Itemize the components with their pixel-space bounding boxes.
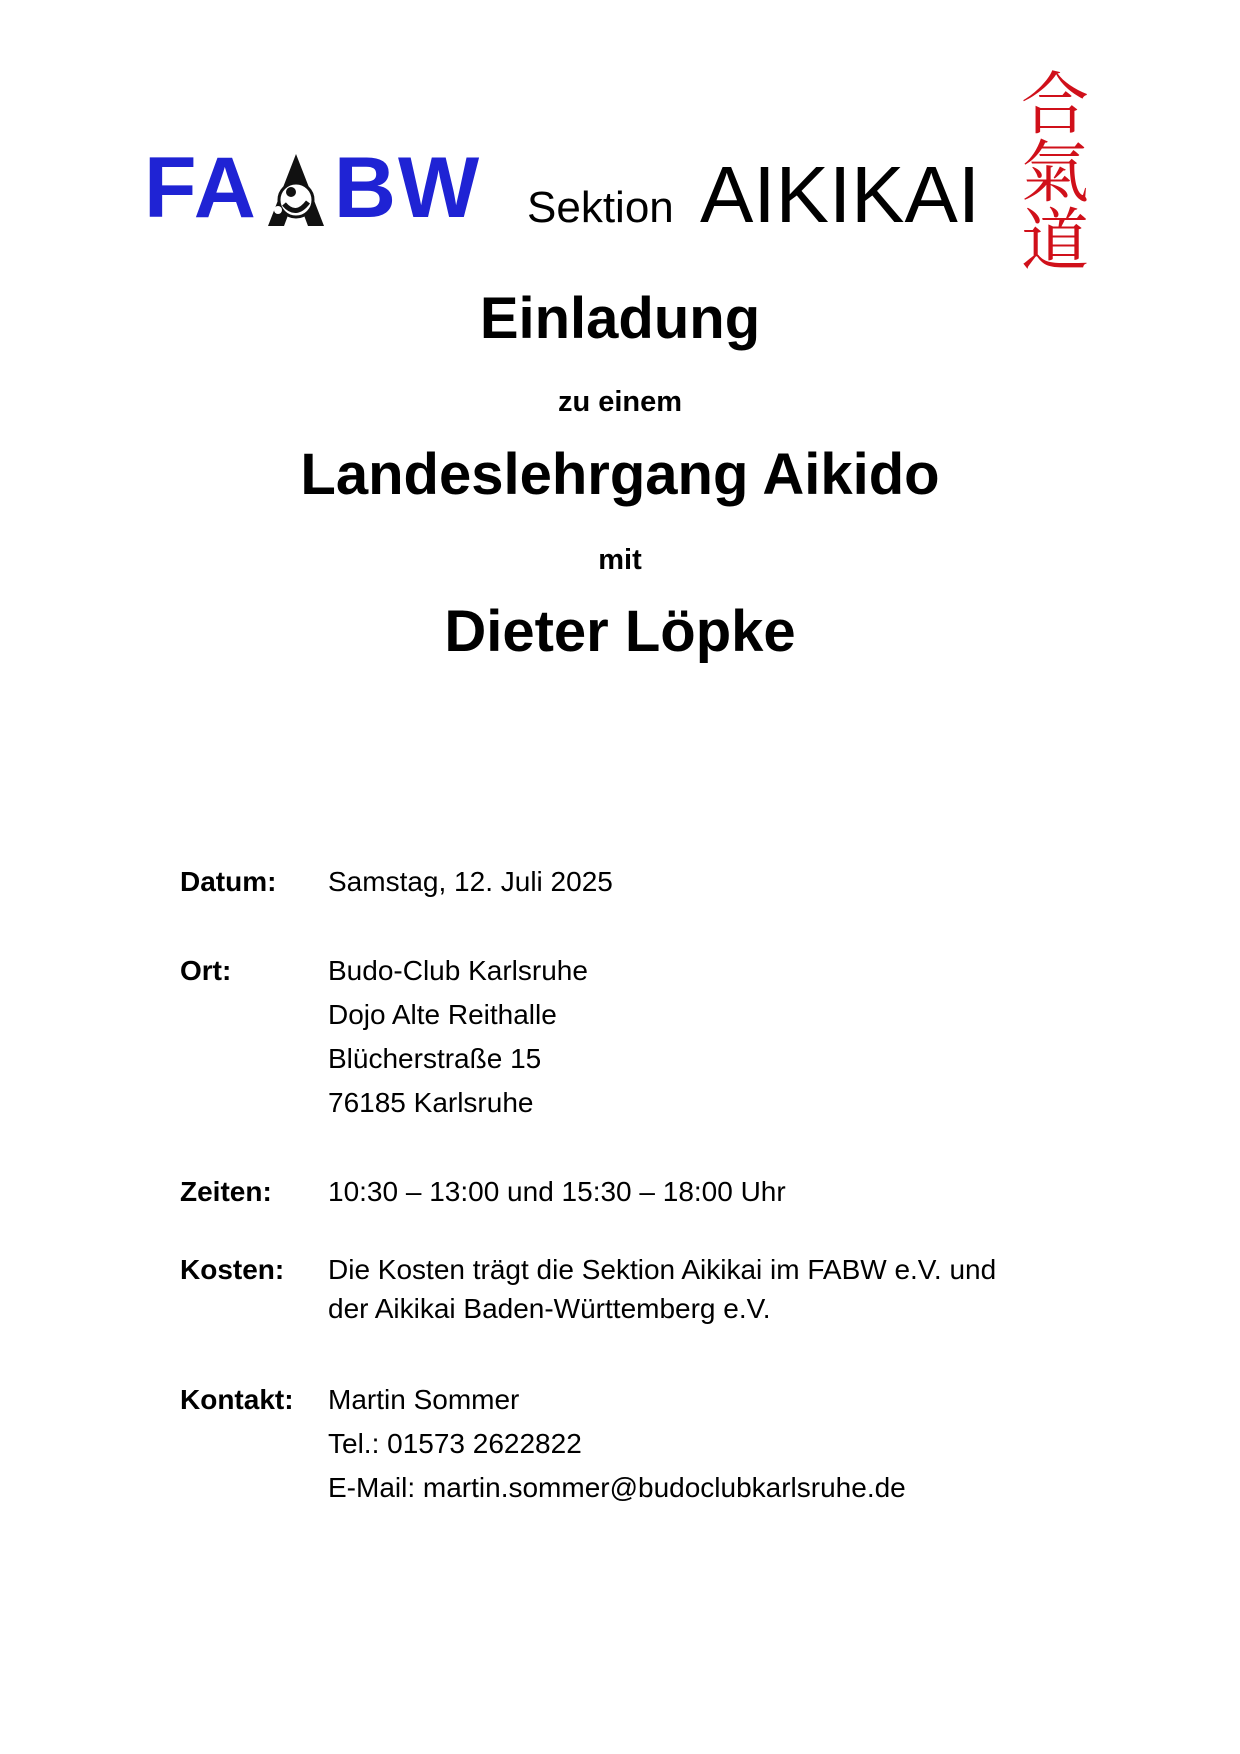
kosten-label: Kosten: [180, 1254, 285, 1285]
kosten-row [180, 1250, 1080, 1328]
fabw-logo-left: FA [144, 140, 258, 236]
kontakt-name: Martin Sommer [328, 1384, 520, 1415]
ort-label: Ort: [180, 955, 232, 986]
zeiten-value: 10:30 – 13:00 und 15:30 – 18:00 Uhr [328, 1176, 786, 1207]
kontakt-info [328, 1378, 1080, 1510]
datum-value: Samstag, 12. Juli 2025 [328, 866, 613, 897]
ort-line: Dojo Alte Reithalle [328, 999, 557, 1030]
kosten-line: der Aikikai Baden-Württemberg e.V. [328, 1293, 771, 1324]
kanji-do: 道 [1020, 202, 1089, 281]
heading-einladung: Einladung [479, 286, 761, 351]
kontakt-row [180, 1378, 1080, 1510]
teacher-name: Dieter Löpke [444, 599, 796, 664]
ort-line: 76185 Karlsruhe [328, 1087, 534, 1118]
zeiten-row [180, 1170, 1080, 1214]
kanji-ai: 合 [1020, 66, 1089, 145]
ort-line: Budo-Club Karlsruhe [328, 955, 588, 986]
kontakt-label: Kontakt: [180, 1384, 294, 1415]
fabw-logo-right: BW [333, 140, 482, 236]
ort-row [180, 949, 1080, 1125]
datum-row [180, 860, 1080, 904]
aikikai-title: AIKIKAI [700, 150, 981, 239]
ort-line: Blücherstraße 15 [328, 1043, 542, 1074]
kosten-text [328, 1250, 1080, 1328]
letterhead [0, 0, 1240, 290]
kosten-line: Die Kosten trägt die Sektion Aikikai im FABW e.V. und [328, 1254, 997, 1285]
event-title: Landeslehrgang Aikido [300, 442, 940, 507]
zeiten-label: Zeiten: [180, 1176, 272, 1207]
judo-figure-icon [260, 148, 332, 228]
kontakt-phone: Tel.: 01573 2622822 [328, 1428, 582, 1459]
kontakt-email: E-Mail: martin.sommer@budoclubkarlsruhe.de [328, 1472, 906, 1503]
aikido-kanji-logo [1010, 66, 1100, 281]
ort-address [328, 949, 1080, 1125]
event-details [180, 860, 1080, 1510]
sektion-label: Sektion [527, 183, 674, 232]
subheading-mit: mit [598, 544, 642, 576]
kanji-ki: 氣 [1020, 134, 1089, 213]
fabw-logo [144, 140, 482, 236]
subheading-zu-einem: zu einem [557, 386, 683, 418]
datum-label: Datum: [180, 866, 277, 897]
